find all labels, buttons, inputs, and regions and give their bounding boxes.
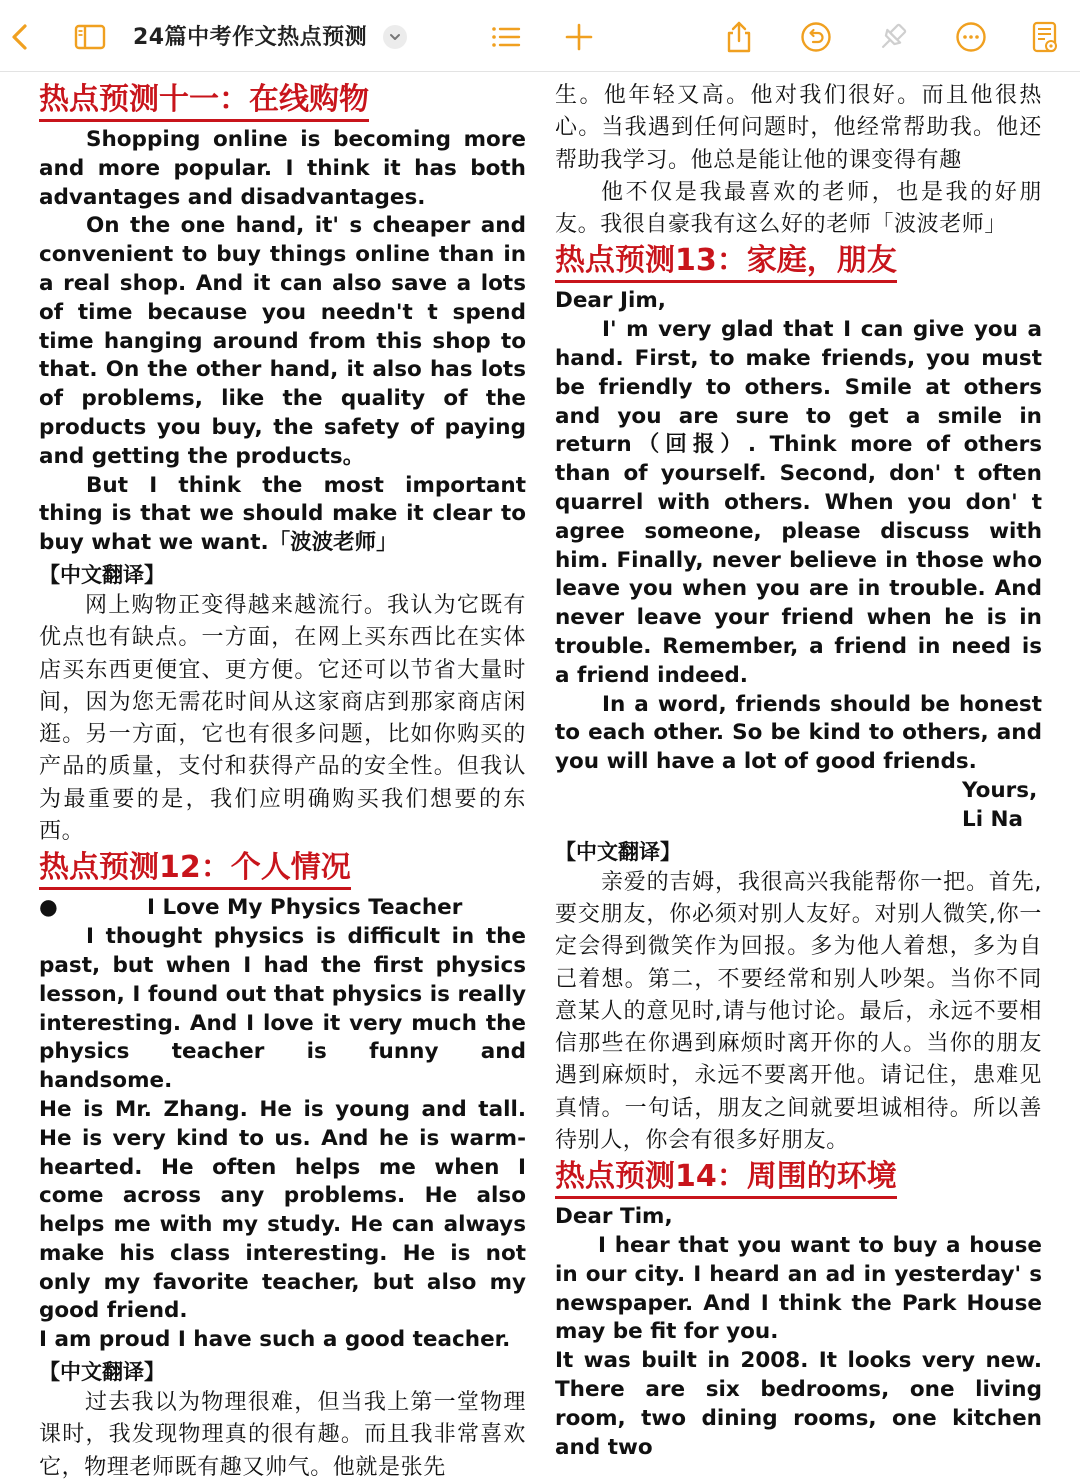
undo-icon[interactable] — [796, 17, 836, 57]
plus-icon[interactable] — [559, 17, 599, 57]
more-icon[interactable] — [951, 17, 991, 57]
essay-11-paragraph-1: Shopping online is becoming more and more popular. I think it has both advantages and disadvantages. — [39, 127, 526, 210]
pin-icon[interactable] — [873, 17, 913, 57]
sidebar-icon[interactable] — [70, 17, 110, 57]
essay-12-title — [39, 894, 526, 923]
translation-12-continued: 生。他年轻又高。他对我们很好。而且他很热心。当我遇到任何问题时，他经常帮助我。他还帮助我学习。他总是能让他的课变得有趣 — [555, 83, 1042, 173]
letter-14-paragraph-2: It was built in 2008. It looks very new. There are six bedrooms, one living room, two dining rooms, one kitchen and two — [555, 1348, 1042, 1460]
translation-11: 网上购物正变得越来越流行。我认为它既有优点也有缺点。一方面，在网上买东西比在实体店买东西更便宜、更方便。它还可以节省大量时间，因为您无需花时间从这家商店到那家商店闲逛。另一方面，它也有很多问题，比如你购买的产品的质量，支付和获得产品的安全性。但我认为最重要的是，我们应明确购买我们想要的东西。 — [39, 592, 526, 845]
section-heading-12: 热点预测12：个人情况 — [39, 850, 351, 890]
essay-12-paragraph-3: I am proud I have such a good teacher. — [39, 1327, 511, 1353]
essay-12-paragraph-1: I thought physics is difficult in the past, but when I had the first physics lesson, I found out that physics is really interesting. And I love it very much the physics teacher is funny and handsome. — [39, 924, 526, 1094]
letter-13-greeting: Dear Jim, — [555, 288, 666, 314]
essay-12-title-text: I Love My Physics Teacher — [147, 895, 463, 921]
translation-13: 亲爱的吉姆，我很高兴我能帮你一把。首先,要交朋友，你必须对别人友好。对别人微笑,你一定会得到微笑作为回报。多为他人着想，多为自己着想。第二，不要经常和别人吵架。当你不同意某人的意见时,请与他讨论。最后，永远不要相信那些在你遇到麻烦时离开你的人。当你的朋友遇到麻烦时，永远不要离开他。请记住，患难见真情。一句话，朋友之间就要坦诚相待。所以善待别人，你会有很多好朋友。 — [555, 869, 1042, 1153]
top-toolbar — [0, 0, 1080, 72]
right-column — [555, 80, 1042, 1462]
letter-13-paragraph-1: I' m very glad that I can give you a hand. First, to make friends, you must be friendly to others. Smile at others and you are sure to get a smile in return（回报）. Think more of others than of yourself. Second, don' t often quarrel with others. When you don' t agree someone, please discuss with him. Finally, never believe in those who leave you when you are in trouble. And never leave your friend when he is in trouble. Remember, a friend in need is a friend indeed. — [555, 317, 1042, 688]
bullet: ● — [39, 895, 58, 921]
section-heading-13: 热点预测13：家庭，朋友 — [555, 243, 897, 283]
document-view-icon[interactable] — [1025, 17, 1065, 57]
section-heading-11: 热点预测十一：在线购物 — [39, 82, 369, 122]
translation-label-12: 【中文翻译】 — [39, 1360, 165, 1385]
essay-11-paragraph-3: But I think the most important thing is that we should make it clear to buy what we want.「波波老师」 — [39, 472, 526, 556]
translation-12: 过去我以为物理很难，但当我上第一堂物理课时，我发现物理真的很有趣。而且我非常喜欢它，物理老师既有趣又帅气。他就是张先 — [39, 1390, 526, 1480]
share-icon[interactable] — [719, 17, 759, 57]
chevron-down-icon[interactable] — [383, 25, 407, 49]
letter-13-signature: Li Na — [962, 806, 1024, 832]
left-column — [39, 80, 526, 1484]
back-chevron-icon[interactable] — [0, 17, 40, 57]
translation-12-continued-2: 他不仅是我最喜欢的老师，也是我的好朋友。我很自豪我有这么好的老师「波波老师」 — [555, 179, 1042, 238]
essay-12-paragraph-2: He is Mr. Zhang. He is young and tall. He is very kind to us. And he is warm-hearted. He often helps me when I come across any problems. He also helps me with my study. He can always make his class interesting. He is not only my favorite teacher, but also my good friend. — [39, 1096, 526, 1324]
translation-label-11: 【中文翻译】 — [39, 562, 165, 587]
essay-11-paragraph-2: On the one hand, it' s cheaper and convenient to buy things online than in a real shop. And it can also save a lots of time because you needn't t spend time hanging around from this shop to that. On the other hand, it also has lots of problems, like the quality of the products you buy, the safety of paying and getting the products。 — [39, 213, 526, 469]
document-title[interactable]: 24篇中考作文热点预测 — [133, 25, 368, 50]
letter-13-closing: Yours, — [962, 778, 1038, 804]
letter-14-paragraph-1: I hear that you want to buy a house in our city. I heard an ad in yesterday' s newspaper. And I think the Park House may be fit for you. — [555, 1233, 1042, 1345]
letter-14-greeting: Dear Tim, — [555, 1204, 673, 1230]
translation-label-13: 【中文翻译】 — [555, 839, 681, 864]
letter-13-paragraph-2: In a word, friends should be honest to each other. So be kind to others, and you will have a lot of good friends. — [555, 691, 1042, 775]
section-heading-14: 热点预测14：周围的环境 — [555, 1159, 897, 1199]
list-icon[interactable] — [485, 17, 525, 57]
